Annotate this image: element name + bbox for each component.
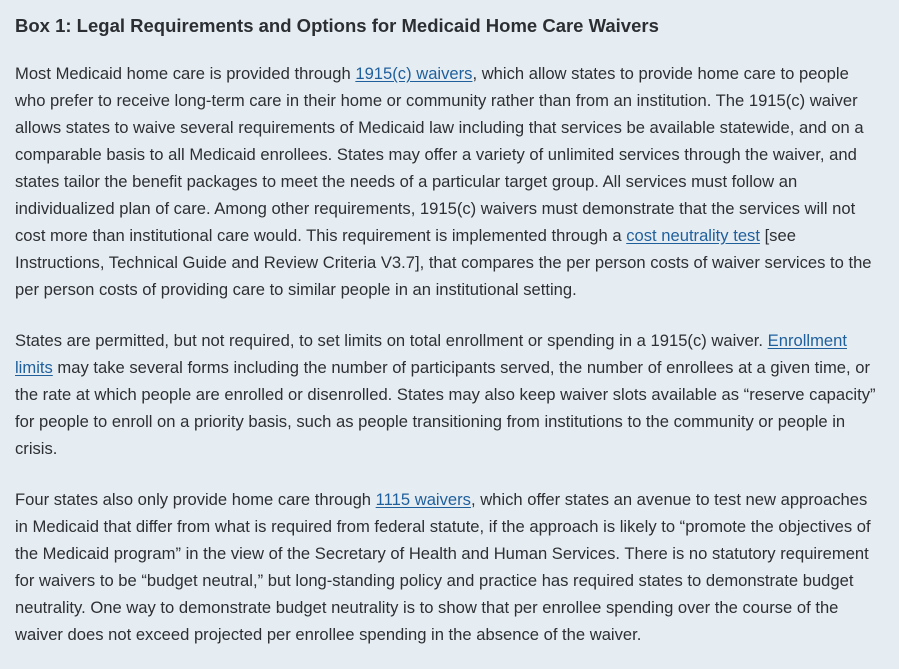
link-enrollment-limits[interactable]: Enrollment limits <box>15 331 847 377</box>
paragraph-text: , which allow states to provide home care to people who prefer to receive long-term care in their home or community rather than from an institution. The 1915(c) waiver allows states to waive several requirements of Medicaid law including that services be available statewide, and on a comparable basis to all Medicaid enrollees. States may offer a variety of unlimited services through the waiver, and states tailor the benefit packages to meet the needs of a particular target group. All services must follow an individualized plan of care. Among other requirements, 1915(c) waivers must demonstrate that the services will not cost more than institutional care would. This requirement is implemented through a <box>15 64 864 245</box>
paragraph-text: [see Instructions, Technical Guide and Review Criteria V3.7], that compares the per person costs of waiver services to the per person costs of providing care to similar people in an institutional setting. <box>15 226 872 299</box>
paragraph-text: , which offer states an avenue to test new approaches in Medicaid that differ from what is required from federal statute, if the approach is likely to “promote the objectives of the Medicaid program” in the view of the Secretary of Health and Human Services. There is no statutory requirement for waivers to be “budget neutral,” but long-standing policy and practice has required states to demonstrate budget neutrality. One way to demonstrate budget neutrality is to show that per enrollee spending over the course of the waiver does not exceed projected per enrollee spending in the absence of the waiver. <box>15 490 871 644</box>
paragraph-enrollment-limits <box>15 327 881 462</box>
paragraph-1915c-waivers <box>15 60 881 303</box>
paragraph-text: Four states also only provide home care through <box>15 490 376 509</box>
paragraph-text: States are permitted, but not required, to set limits on total enrollment or spending in a 1915(c) waiver. <box>15 331 768 350</box>
link-cost-neutrality-test[interactable]: cost neutrality test <box>626 226 760 245</box>
box-title: Box 1: Legal Requirements and Options for Medicaid Home Care Waivers <box>15 15 659 36</box>
link-1915c-waivers[interactable]: 1915(c) waivers <box>355 64 473 83</box>
paragraph-text: may take several forms including the number of participants served, the number of enrollees at a given time, or the rate at which people are enrolled or disenrolled. States may also keep waiver slots available as “reserve capacity” for people to enroll on a priority basis, such as people transitioning from institutions to the community or people in crisis. <box>15 358 876 458</box>
paragraph-text: Most Medicaid home care is provided through <box>15 64 356 83</box>
paragraph-1115-waivers <box>15 486 881 648</box>
link-1115-waivers[interactable]: 1115 waivers <box>375 490 471 509</box>
